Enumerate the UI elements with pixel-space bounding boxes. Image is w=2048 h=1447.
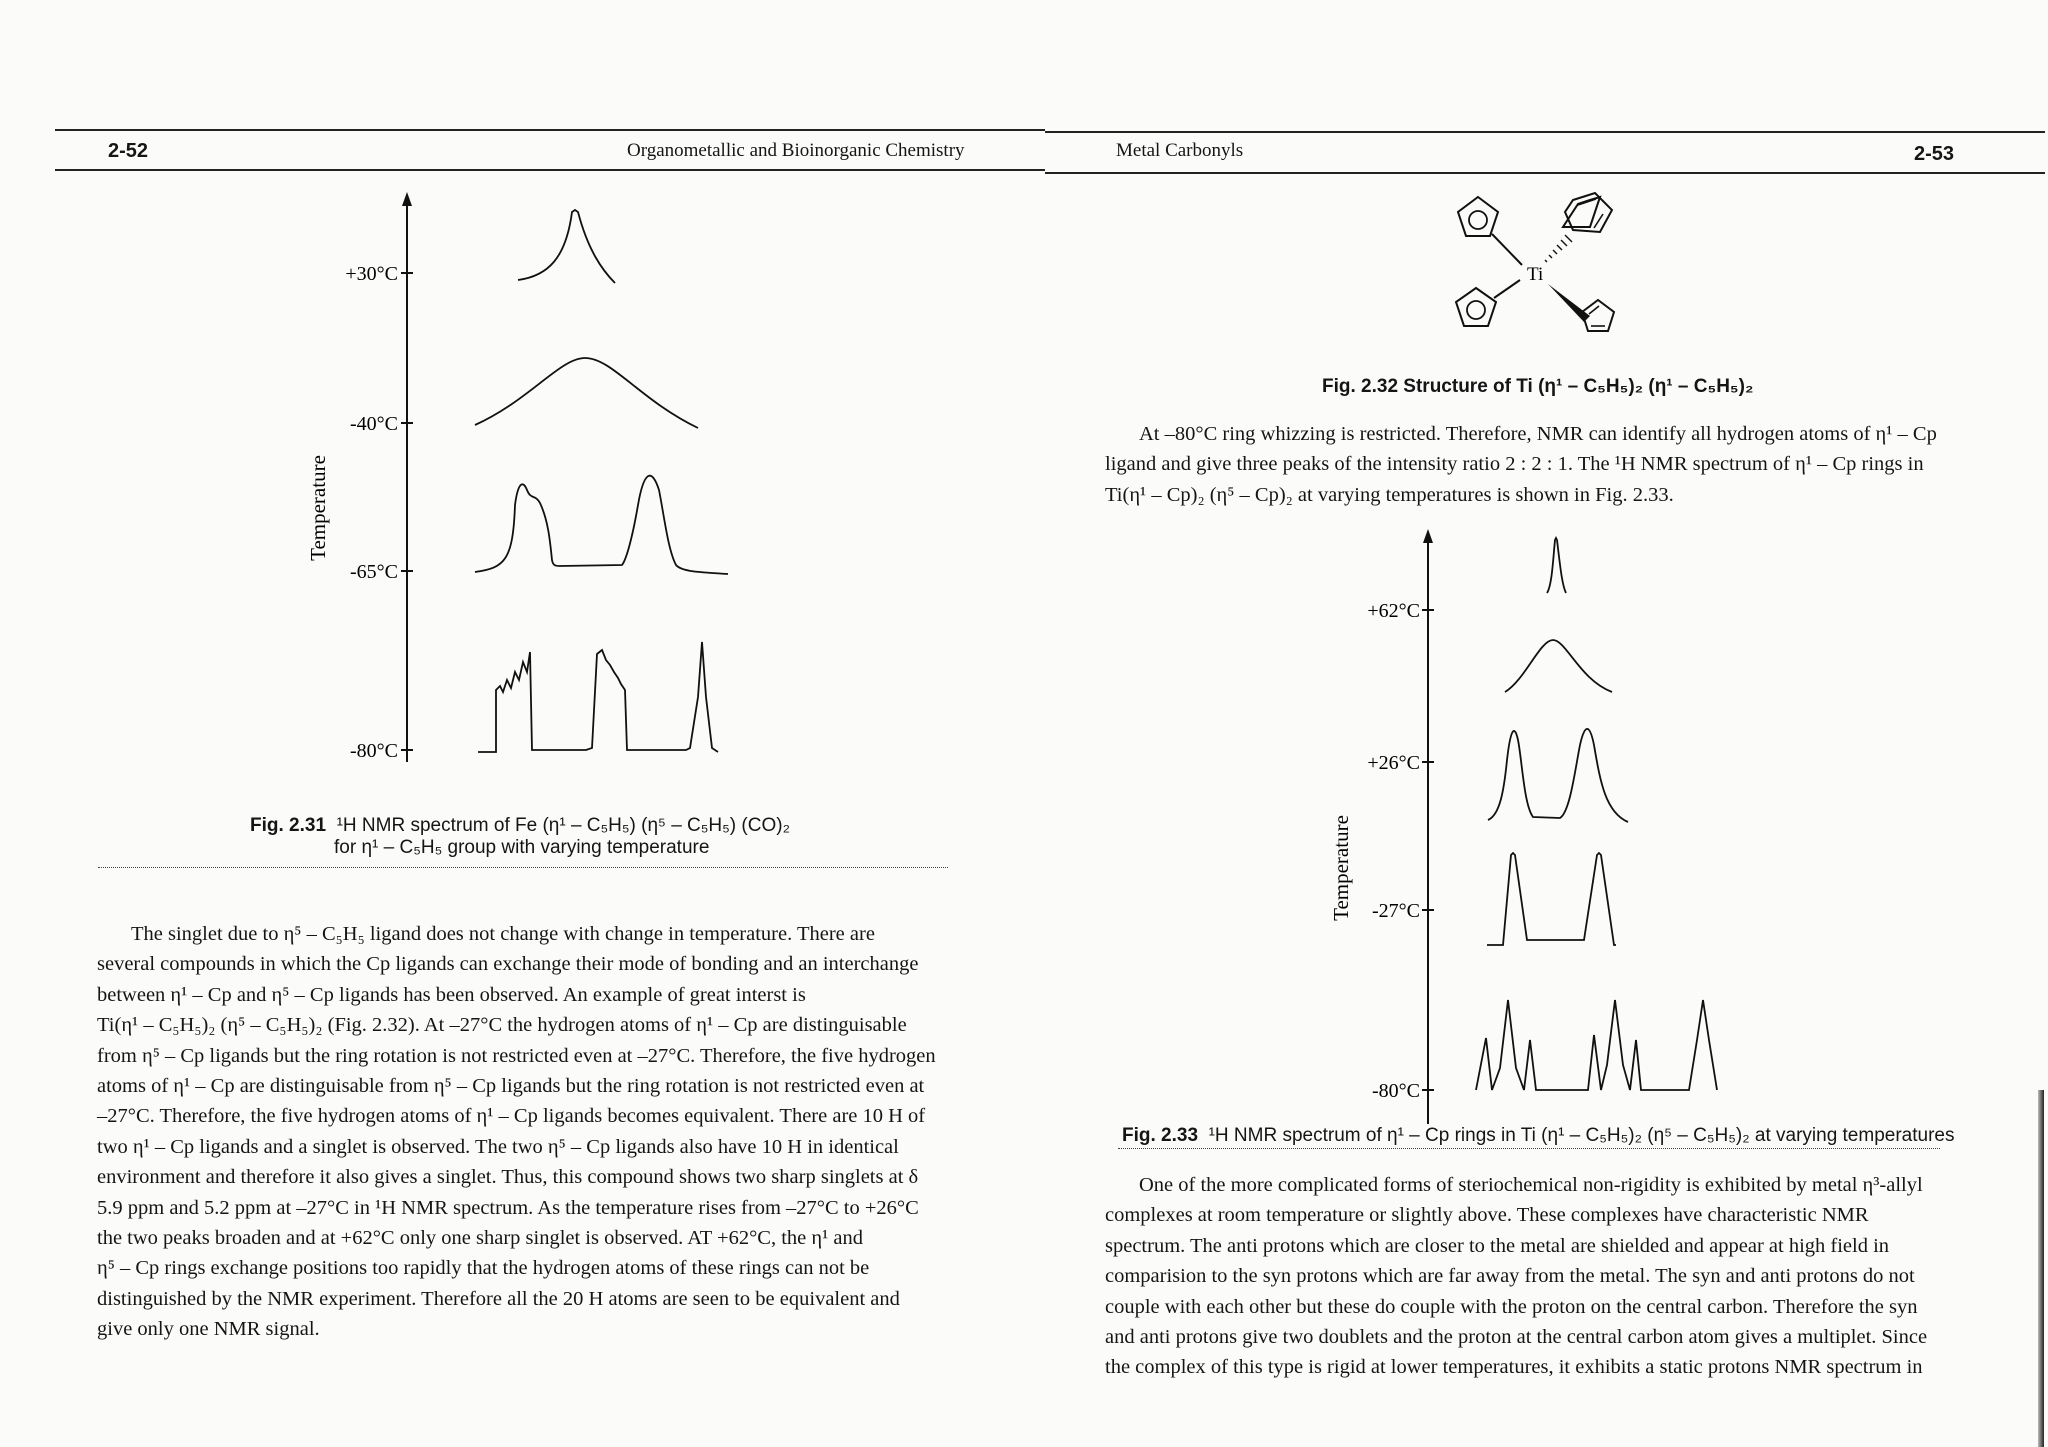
left-page-number: 2-52 xyxy=(108,140,149,162)
spectrum-minus27 xyxy=(1487,853,1616,945)
aromatic-circle-icon xyxy=(1467,301,1485,319)
spectrum-minus80 xyxy=(1476,1000,1717,1090)
left-para-line: give only one NMR signal. xyxy=(97,1318,320,1341)
hashed-bond-ti-topright xyxy=(1545,235,1572,262)
fig-2-31-caption-line1: ¹H NMR spectrum of Fe (η¹ – C₅H₅) (η⁵ – C₅H₅) (CO)₂ xyxy=(336,815,790,836)
right-running-head: Metal Carbonyls xyxy=(1116,140,1244,161)
left-para-line: Ti(η¹ – C₅H₅)₂ (η⁵ – C₅H₅)₂ (Fig. 2.32). At –27°C the hydrogen atoms of η¹ – Cp are distinguisable xyxy=(97,1014,907,1037)
fig-2-33-number: Fig. 2.33 xyxy=(1122,1125,1199,1146)
left-para-line: –27°C. Therefore, the five hydrogen atoms of η¹ – Cp ligands becomes equivalent. There are 10 H of xyxy=(97,1105,926,1128)
spectrum-plus62 xyxy=(1547,538,1566,593)
left-para-line: distinguished by the NMR experiment. Therefore all the 20 H atoms are seen to be equivalent and xyxy=(97,1287,900,1310)
book-spine-edge xyxy=(2038,1090,2044,1447)
right-para1-line: Ti(η¹ – Cp)₂ (η⁵ – Cp)₂ at varying temperatures is shown in Fig. 2.33. xyxy=(1105,483,1674,506)
bond-ti-topleft xyxy=(1492,234,1522,265)
right-para2-line: complexes at room temperature or slightly above. These complexes have characteristic NMR xyxy=(1105,1204,1869,1227)
left-para-line: several compounds in which the Cp ligands can exchange their mode of bonding and an interchange xyxy=(97,953,919,976)
y-axis-label: Temperature xyxy=(1329,815,1353,921)
right-para2-line: spectrum. The anti protons which are closer to the metal are shielded and appear at high field in xyxy=(1105,1234,1890,1257)
right-para1-line: At –80°C ring whizzing is restricted. Therefore, NMR can identify all hydrogen atoms of η¹ – Cp xyxy=(1139,423,1937,445)
right-body-paragraph-1 xyxy=(1105,419,1962,510)
cp-ring-double-bond xyxy=(1594,214,1603,228)
fig-2-32-caption: Fig. 2.32 Structure of Ti (η¹ – C₅H₅)₂ (η¹ – C₅H₅)₂ xyxy=(1322,376,1754,397)
right-para2-line: comparision to the syn protons which are far away from the metal. The syn and anti protons do not xyxy=(1105,1265,1915,1288)
right-para2-line: couple with each other but these do couple with the proton on the central carbon. Therefore the syn xyxy=(1105,1295,1918,1318)
wedge-bond-ti-bottomright xyxy=(1548,284,1590,322)
fig-2-31-caption xyxy=(250,815,950,859)
axis-arrow-icon xyxy=(402,192,412,206)
label-minus40: -40°C xyxy=(350,413,398,435)
left-header-rule-bottom xyxy=(55,169,1045,171)
cp-ring-double-bond xyxy=(1589,306,1599,314)
cp-ring-eta1-top-right xyxy=(1563,197,1600,227)
cp-ring-eta5-top-left xyxy=(1458,197,1498,236)
left-para-line: 5.9 ppm and 5.2 ppm at –27°C in ¹H NMR spectrum. As the temperature rises from –27°C to +26°C xyxy=(97,1196,919,1219)
label-plus30: +30°C xyxy=(345,263,398,285)
label-minus27: -27°C xyxy=(1372,900,1420,922)
right-caption-rule xyxy=(1118,1148,1940,1149)
figure-2-33 xyxy=(1320,520,1740,1130)
label-minus80: -80°C xyxy=(350,740,398,762)
spectrum-minus40 xyxy=(475,358,698,428)
right-para1-line: ligand and give three peaks of the intensity ratio 2 : 2 : 1. The ¹H NMR spectrum of η¹ – Cp rings in xyxy=(1105,453,1924,476)
fig-2-31-number: Fig. 2.31 xyxy=(250,815,327,836)
axis-arrow-icon xyxy=(1423,529,1433,543)
figure-2-31 xyxy=(290,185,760,775)
label-plus62: +62°C xyxy=(1367,600,1420,622)
label-minus65: -65°C xyxy=(350,561,398,583)
cp-ring-eta5-bottom-left xyxy=(1456,288,1496,326)
bond-ti-bottomleft xyxy=(1494,280,1520,298)
left-caption-rule xyxy=(98,867,948,868)
left-running-head: Organometallic and Bioinorganic Chemistry xyxy=(627,140,965,161)
right-header-rule-top xyxy=(1045,131,2045,133)
cp-ring-double-bond xyxy=(1578,199,1596,205)
left-para-line: the two peaks broaden and at +62°C only one sharp singlet is observed. AT +62°C, the η¹ and xyxy=(97,1227,863,1250)
right-para2-line: and anti protons give two doublets and the proton at the central carbon atom gives a multiplet. Since xyxy=(1105,1326,1928,1349)
left-para-line: The singlet due to η⁵ – C₅H₅ ligand does not change with change in temperature. There are xyxy=(131,923,875,945)
left-para-line: atoms of η¹ – Cp are distinguisable from η⁵ – Cp ligands but the ring rotation is not restricted even at xyxy=(97,1075,925,1098)
fig-2-31-caption-line2: for η¹ – C₅H₅ group with varying temperature xyxy=(334,837,710,858)
right-page-number: 2-53 xyxy=(1914,143,1955,165)
right-para2-line: the complex of this type is rigid at lower temperatures, it exhibits a static protons NMR spectrum in xyxy=(1105,1356,1923,1379)
spectrum-plus26 xyxy=(1505,640,1612,692)
label-minus80: -80°C xyxy=(1372,1080,1420,1102)
spectrum-plus30 xyxy=(518,210,615,283)
left-body-paragraph xyxy=(97,919,947,1345)
y-axis-label: Temperature xyxy=(306,455,330,561)
spectrum-minus80 xyxy=(478,642,718,752)
right-header-rule-bottom xyxy=(1045,172,2045,174)
label-plus26: +26°C xyxy=(1367,752,1420,774)
aromatic-circle-icon xyxy=(1469,211,1487,229)
right-body-paragraph-2 xyxy=(1105,1170,1962,1383)
left-para-line: environment and therefore it also gives a singlet. Thus, this compound shows two sharp singlets at δ xyxy=(97,1166,919,1189)
left-para-line: from η⁵ – Cp ligands but the ring rotation is not restricted even at –27°C. Therefore, the five hydrogen xyxy=(97,1044,936,1067)
spectrum-plus26-split xyxy=(1488,729,1628,822)
fig-2-33-caption-text: ¹H NMR spectrum of η¹ – Cp rings in Ti (η¹ – C₅H₅)₂ (η⁵ – C₅H₅)₂ at varying temperatures xyxy=(1208,1125,1955,1146)
left-para-line: two η¹ – Cp ligands and a singlet is observed. The two η⁵ – Cp ligands also have 10 H in identical xyxy=(97,1135,899,1158)
left-header-rule-top xyxy=(55,129,1045,131)
titanium-label: Ti xyxy=(1527,264,1544,285)
structure-fig-2-32 xyxy=(1420,185,1670,370)
left-para-line: η⁵ – Cp rings exchange positions too rapidly that the hydrogen atoms of these rings can not be xyxy=(97,1257,870,1280)
spectrum-minus65 xyxy=(475,476,728,574)
right-para2-line: One of the more complicated forms of steriochemical non-rigidity is exhibited by metal η³-allyl xyxy=(1139,1174,1923,1196)
left-para-line: between η¹ – Cp and η⁵ – Cp ligands has been observed. An example of great interst is xyxy=(97,983,806,1006)
fig-2-33-caption xyxy=(1122,1125,1982,1147)
